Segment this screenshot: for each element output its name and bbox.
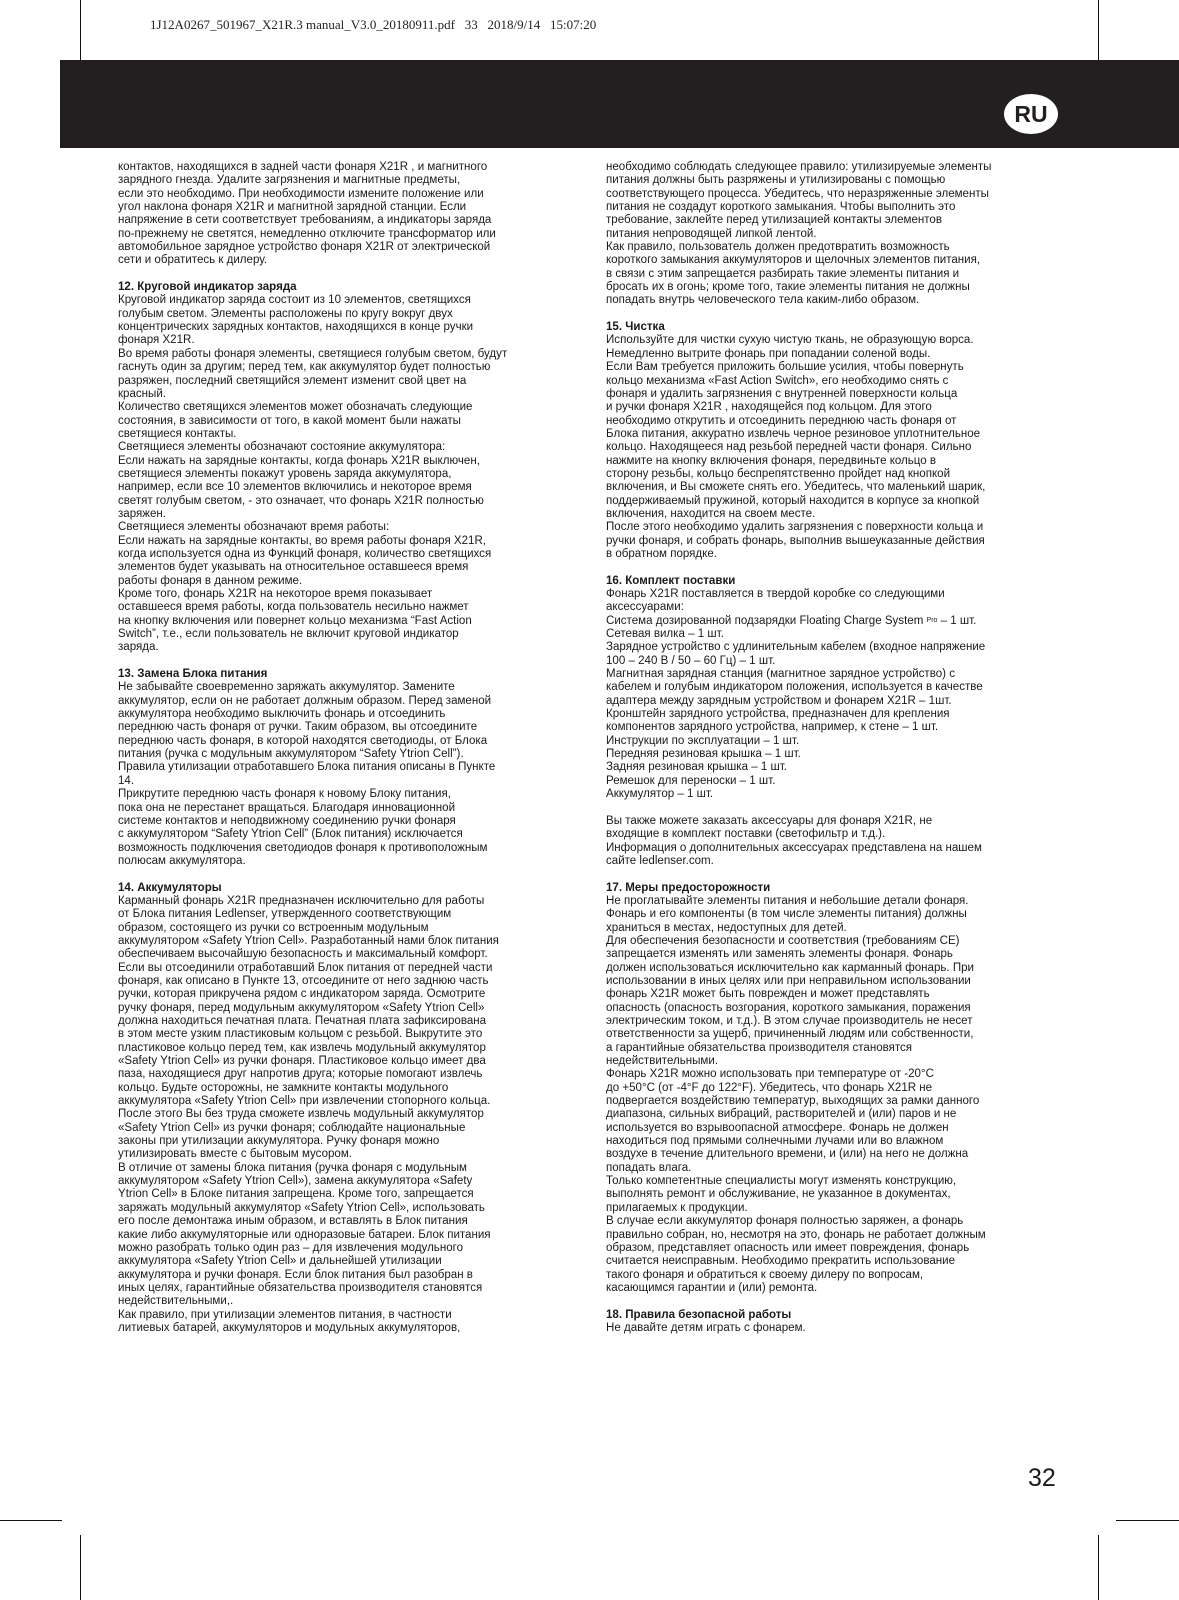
crop-mark [0,1520,62,1521]
text-line: в обратном порядке. [606,547,717,560]
text-line: а гарантийные обязательства производителя становятся [606,1041,913,1054]
text-line: напряжение в сети соответствует требованиям, а индикаторы заряда [118,214,492,227]
text-line: светят голубым светом, - это означает, что фонарь X21R полностью [118,494,484,507]
text-line: правильно собран, но, несмотря на это, фонарь не работает должным [606,1228,986,1241]
text-line: необходимо соблюдать следующее правило: утилизируемые элементы [606,161,992,173]
text-line: заряжен. [118,507,166,520]
text-line: Не давайте детям играть с фонарем. [606,1321,806,1334]
text-line: Магнитная зарядная станция (магнитное зарядное устройство) с [606,668,955,681]
text-line: опасность (опасность возгорания, короткого замыкания, поражения [606,1001,971,1014]
section-text [606,1322,1038,1335]
crop-mark [1116,1520,1179,1521]
text-line: возможность подключения светодиодов фонаря к противоположным [118,841,488,854]
text-line: подвергается воздействию температур, выходящих за рамки данного [606,1095,980,1108]
text-line: Если Вам требуется приложить большие усилия, чтобы повернуть [606,361,964,374]
text-line: Ytrion Cell» в Блоке питания запрещена. Кроме того, запрещается [118,1188,474,1201]
text-line: состояния, в зависимости от того, в какой момент были нажаты [118,414,461,427]
text-line: Если нажать на зарядные контакты, во время работы фонаря X21R, [118,534,487,547]
text-line: если это необходимо. При необходимости измените положение или [118,187,484,200]
text-line: Правила утилизации отработавшего Блока питания описаны в Пункте [118,761,496,774]
text-line: зарядного гнезда. Удалите загрязнения и магнитные предметы, [118,174,461,187]
text-line: Используйте для чистки сухую чистую ткань, не образующую ворса. [606,334,974,347]
text-line [606,615,1038,628]
text-line: Светящиеся элементы обозначают время работы: [118,521,390,534]
text-line: должен использоваться исключительно как карманный фонарь. При [606,961,974,974]
text-line: Ремешок для переноски – 1 шт. [606,774,776,787]
text-line: такого фонаря и обратиться к своему дилеру по вопросам, [606,1268,924,1281]
text-line: на кнопку включения или повернет кольцо механизма “Fast Action [118,614,472,627]
text-line: заряда. [118,641,159,654]
text-line: его после демонтажа иным образом, и вставлять в Блок питания [118,1215,468,1228]
text-line: голубым светом. Элементы расположены по кругу вокруг двух [118,307,453,320]
intro-text [606,161,1038,308]
section-title: 14. Аккумуляторы [118,881,222,894]
text-line: должна находиться печатная плата. Печатная плата зафиксирована [118,1015,487,1027]
crop-mark [80,0,81,62]
text-line: переднюю часть фонаря от ручки. Таким образом, вы отсоедините [118,721,478,734]
section-text [606,334,1038,561]
text-line: считается неисправным. Необходимо прекратить использование [606,1255,956,1268]
text-line: образом, представляет опасность или имеет повреждения, фонарь [606,1241,970,1254]
text-line: фонарь X21R может быть поврежден и может представлять [606,988,930,1001]
text-line: контактов, находящихся в задней части фонаря X21R , и магнитного [118,161,488,173]
text-line: светящиеся контакты. [118,427,237,440]
text-line: какие либо аккумуляторные или одноразовые батареи. Блок питания [118,1228,491,1241]
text-line: попадать внутрь человеческого тела каким-либо образом. [606,294,920,307]
text-line: Кроме того, фонарь X21R на некоторое время показывает [118,588,433,600]
right-column [606,161,1038,1335]
text-line: Не забывайте своевременно заряжать аккумулятор. Замените [118,681,455,694]
section-text [606,815,1038,868]
text-line: например, если все 10 элементов включились и некоторое время [118,481,472,494]
section-title: 17. Меры предосторожности [606,881,771,894]
text-line: использовании в иных целях или при неправильном использовании [606,974,971,987]
text-line: Зарядное устройство с удлинительным кабелем (входное напряжение [606,641,986,654]
text-line: В отличие от замены блока питания (ручка фонаря с модульным [118,1161,467,1174]
text-line: запрещается изменять или заменять элементы фонаря. Фонарь [606,948,953,961]
text-line: аккумулятором «Safety Ytrion Cell»), замена аккумулятора «Safety [118,1175,473,1188]
text-line: Как правило, пользователь должен предотвратить возможность [606,241,950,254]
text-line: Для обеспечения безопасности и соответствия (требованиям CE) [606,934,960,947]
text-line: концентрических зарядных контактов, находящихся в конце ручки [118,321,474,334]
text-line: фонаря X21R. [118,334,195,347]
text-line: Передняя резиновая крышка – 1 шт. [606,748,801,761]
text-line: до +50°C (от -4°F до 122°F). Убедитесь, что фонарь X21R не [606,1081,933,1094]
section-title: 15. Чистка [606,321,665,334]
text-line: пока она не перестанет вращаться. Благодаря инновационной [118,801,456,814]
text-line: «Safety Ytrion Cell» из ручки фонаря; соблюдайте национальные [118,1121,466,1134]
file-header: 1J12A0267_501967_X21R.3 manual_V3.0_20180911.pdf 33 2018/9/14 15:07:20 [150,17,597,32]
section-text [118,681,550,868]
text-line: сайте ledlenser.com. [606,854,714,867]
text-line: необходимо открутить и отсоединить переднюю часть фонаря от [606,414,957,427]
text-line: короткого замыкания аккумуляторов и щелочных элементов питания, [606,254,981,267]
text-line: паза, находящиеся друг напротив друга; которые помогают извлечь [118,1068,483,1081]
text-line: ручки фонаря, и собрать фонарь, выполнив вышеуказанные действия [606,534,985,547]
section-title: 13. Замена Блока питания [118,668,268,681]
text-line: Кронштейн зарядного устройства, предназначен для крепления [606,708,950,721]
text-line: утилизировать вместе с бытовым мусором. [118,1148,352,1161]
text-line: заряжать модульный аккумулятор «Safety Ytrion Cell», использовать [118,1201,485,1214]
text-line: законы при утилизации аккумулятора. Ручку фонаря можно [118,1135,440,1148]
text-line: питания непроводящей липкой лентой. [606,227,817,240]
text-line: недействительными,. [118,1295,234,1308]
text-line: в этом месте узким пластиковым кольцом с резьбой. Выкрутите это [118,1028,483,1041]
left-column [118,161,550,1335]
text-line: разряжен, последний светящийся элемент изменит свой цвет на [118,374,467,387]
text-line: храниться в местах, недоступных для детей. [606,921,847,934]
text-line: аккумулятором «Safety Ytrion Cell». Разработанный нами блок питания [118,934,499,947]
text-line: аккумулятор, если он не работает должным образом. Перед заменой [118,694,492,707]
text-line: аккумулятора и ручки фонаря. Если блок питания был разобран в [118,1268,473,1281]
text-line: элементов будет указывать на относительное оставшееся время [118,561,469,574]
text-line: фонаря и удалить загрязнения с внутренней поверхности кольца [606,387,958,400]
text-line: кольцо механизма «Fast Action Switch», его необходимо снять с [606,374,949,387]
text-line: попадать влага. [606,1161,692,1174]
text-line: компонентов зарядного устройства, например, к стене – 1 шт. [606,721,939,734]
text-line: аккумулятора «Safety Ytrion Cell» и дальнейшей утилизации [118,1255,442,1268]
text-line: пластиковое кольцо перед тем, как извлечь модульный аккумулятор [118,1041,486,1054]
text-line: Только компетентные специалисты могут изменять конструкцию, [606,1175,957,1188]
text-line: В случае если аккумулятор фонаря полностью заряжен, а фонарь [606,1215,964,1228]
text-line: недействительными. [606,1055,719,1068]
text-line: работы фонаря в данном режиме. [118,574,303,587]
superscript: Pro [926,616,938,624]
text-line: и ручки фонаря X21R , находящейся под кольцом. Для этого [606,401,932,414]
text-line: диапазона, сильных вибраций, растворителей и (или) паров и не [606,1108,957,1121]
text-line: включения, находится на своем месте. [606,507,816,520]
text-line: касающимся гарантии и (или) ремонта. [606,1281,818,1294]
text-line: требование, заклейте перед утилизацией контакты элементов [606,214,942,227]
text-line: Фонарь X21R поставляется в твердой коробке со следующими [606,588,945,600]
text-line: Немедленно вытрите фонарь при попадании соленой воды. [606,347,931,360]
text-line: воздухе в течение длительного времени, и (или) на него не должна [606,1148,969,1161]
text-line: электрическим током, и т.д.). В этом случае производитель не несет [606,1015,973,1027]
text-line: поддерживаемый пружиной, который находится в корпусе за кнопкой [606,494,980,507]
text-line: кольцо. Будьте осторожны, не замкните контакты модульного [118,1081,449,1094]
text-line: Если нажать на зарядные контакты, когда фонарь X21R выключен, [118,454,480,467]
text-line: После этого необходимо удалить загрязнения с поверхности кольца и [606,521,984,534]
text-line: можно разобрать только один раз – для извлечения модульного [118,1241,464,1254]
text-line: Если вы отсоединили отработавший Блок питания от передней части [118,961,493,974]
text-line: аккумулятора необходимо выключить фонарь и отсоединить [118,708,446,721]
text-line: Светящиеся элементы обозначают состояние аккумулятора: [118,441,446,454]
text-line: сторону резьбы, кольцо беспрепятственно пройдет над кнопкой [606,467,951,480]
section-title: 16. Комплект поставки [606,574,736,587]
text-line: системе контактов и неподвижному соединению ручки фонаря [118,814,456,827]
text-line: кольцо. Находящееся над резьбой передней части фонаря. Сильно [606,441,972,454]
text-line: Во время работы фонаря элементы, светящиеся голубым светом, будут [118,347,508,360]
text-line: Фонарь и его компоненты (в том числе элементы питания) должны [606,908,967,921]
text-line: нажмите на кнопку включения фонаря, передвиньте кольцо в [606,454,937,467]
text-line: от Блока питания Ledlenser, утвержденного соответствующим [118,908,452,921]
text-line: выполнять ремонт и обслуживание, не указанное в документах, [606,1188,951,1201]
text-line: Прикрутите переднюю часть фонаря к новому Блоку питания, [118,788,451,801]
section-title: 12. Круговой индикатор заряда [118,281,297,294]
text-line: Switch”, т.е., если пользователь не включит круговой индикатор [118,628,459,641]
text-line: Фонарь X21R можно использовать при температуре от -20°C [606,1068,934,1081]
section-text [606,588,1038,615]
text-line: Количество светящихся элементов может обозначать следующие [118,401,473,414]
text-line: образом, состоящего из ручки со встроенным модульным [118,921,429,934]
text-line: Как правило, при утилизации элементов питания, в частности [118,1308,452,1321]
text-line: красный. [118,387,167,400]
section-text [606,895,1038,1295]
text-line: обеспечиваем высочайшую безопасность и максимальный комфорт. [118,948,488,961]
text-line: находиться под прямыми солнечными лучами или во влажном [606,1135,944,1148]
text-line: 100 – 240 В / 50 – 60 Гц) – 1 шт. [606,654,776,667]
section-title: 18. Правила безопасной работы [606,1308,792,1321]
text-line: оставшееся время работы, когда пользователь несильно нажмет [118,601,469,614]
text-line: аккумулятора «Safety Ytrion Cell» при извлечении стопорного кольца. [118,1095,491,1108]
text-line: Не проглатывайте элементы питания и небольшие детали фонаря. [606,894,969,907]
text-line: Задняя резиновая крышка – 1 шт. [606,761,787,774]
text-line: Сетевая вилка – 1 шт. [606,628,724,641]
language-badge: RU [1004,94,1058,134]
text-line: аксессуарами: [606,601,684,614]
text-line: иных целях, гарантийные обязательства производителя становятся [118,1281,483,1294]
text-line: ручки, которая прикручена рядом с индикатором заряда. Осмотрите [118,988,486,1001]
text-line: ручку фонаря, перед модульным аккумулятором «Safety Ytrion Cell» [118,1001,485,1014]
text-line: Блока питания, аккуратно извлечь черное резиновое уплотнительное [606,427,981,440]
text-line: кабелем и голубым индикатором положения, используется в качестве [606,681,983,694]
text-line: бросать их в огонь; кроме того, такие элементы питания не должны [606,281,970,294]
text-line: литиевых батарей, аккумуляторов и модульных аккумуляторов, [118,1321,461,1334]
text-line: когда используется одна из Функций фонаря, количество светящихся [118,547,492,560]
text-fragment: Система дозированной подзарядки Floating Charge System [606,614,927,627]
text-line: Вы также можете заказать аксессуары для фонаря X21R, не [606,814,933,827]
text-line: адаптера между зарядным устройством и фонарем X21R – 1шт. [606,694,952,707]
text-line: светящиеся элементы покажут уровень заряда аккумулятора, [118,467,452,480]
text-line: полюсам аккумулятора. [118,854,246,867]
text-line: в связи с этим запрещается разбирать такие элементы питания и [606,267,960,280]
page-number: 32 [1028,1464,1056,1492]
text-line: угол наклона фонаря X21R и магнитной зарядной станции. Если [118,201,467,214]
text-line: по-прежнему не светятся, немедленно отключите трансформатор или [118,227,496,240]
text-line: соответствующего процесса. Убедитесь, что неразряженные элементы [606,187,989,200]
text-line: «Safety Ytrion Cell» из ручки фонаря. Пластиковое кольцо имеет два [118,1055,486,1068]
text-line: сети и обратитесь к дилеру. [118,254,268,267]
section-text [118,895,550,1335]
text-line: Аккумулятор – 1 шт. [606,788,714,801]
text-line: питания не создадут короткого замыкания. Чтобы выполнить это [606,201,956,214]
text-line: переднюю часть фонаря, в которой находятся светодиоды, от Блока [118,734,488,747]
text-line: фонаря, как описано в Пункте 13, отсоедините от него заднюю часть [118,974,489,987]
crop-mark [1098,0,1099,62]
text-line: Круговой индикатор заряда состоит из 10 элементов, светящихся [118,294,471,307]
text-line: Карманный фонарь X21R предназначен исключительно для работы [118,894,485,907]
text-line: автомобильное зарядное устройство фонаря X21R от электрической [118,241,491,254]
text-line: включения, и Вы сможете снять его. Убедитесь, что маленький шарик, [606,481,986,494]
text-line: используется во взрывоопасной атмосфере. Фонарь не должен [606,1121,949,1134]
text-fragment: – 1 шт. [937,614,977,627]
text-line: с аккумулятором “Safety Ytrion Cell” (Блок питания) исключается [118,828,463,841]
text-line: Инструкции по эксплуатации – 1 шт. [606,734,800,747]
text-line: Информация о дополнительных аксессуарах представлена на нашем [606,841,982,854]
section-text [606,628,1038,801]
text-line: прилагаемых к продукции. [606,1201,748,1214]
section-text [118,294,550,654]
text-line: питания должны быть разряжены и утилизированы с помощью [606,174,946,187]
text-line: 14. [118,774,135,787]
crop-mark [1098,1535,1099,1600]
text-line: гаснуть один за другим; перед тем, как аккумулятор будет полностью [118,361,491,374]
text-line: питания (ручка с модульным аккумулятором “Safety Ytrion Cell”). [118,748,464,761]
text-line: После этого Вы без труда сможете извлечь модульный аккумулятор [118,1108,484,1121]
text-line: ответственности за ущерб, причиненный людям или собственности, [606,1028,974,1041]
intro-text [118,161,550,268]
text-line: входящие в комплект поставки (светофильтр и т.д.). [606,828,886,841]
crop-mark [80,1535,81,1600]
